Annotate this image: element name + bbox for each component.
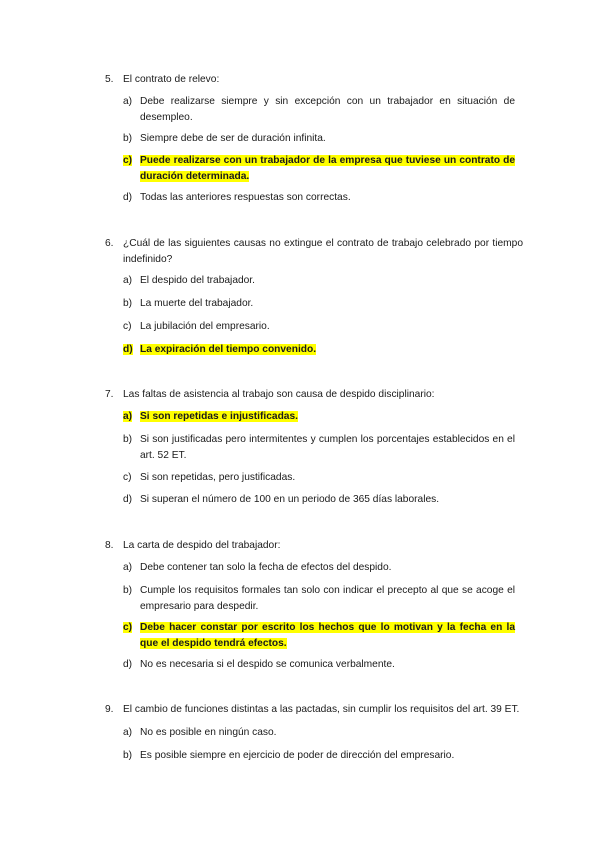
question-number: 5.	[105, 74, 114, 85]
option-text: Puede realizarse con un trabajador de la empresa que tuviese un contrato de duración determinada.	[140, 155, 515, 182]
option-letter: a)	[123, 411, 133, 422]
option-letter: d)	[123, 494, 133, 505]
option-letter: b)	[123, 298, 133, 309]
option-letter: a)	[123, 96, 133, 107]
option-letter: b)	[123, 750, 133, 761]
option-letter: d)	[123, 192, 133, 203]
question-text: El cambio de funciones distintas a las pactadas, sin cumplir los requisitos del art. 39 ET.	[123, 704, 520, 715]
option-text: Cumple los requisitos formales tan solo con indicar el precepto al que se acoge el empresario para despedir.	[140, 585, 515, 612]
option-letter: d)	[123, 659, 133, 670]
option-text: La expiración del tiempo convenido.	[140, 344, 317, 355]
option-letter: a)	[123, 562, 133, 573]
option-text: Es posible siempre en ejercicio de poder de dirección del empresario.	[140, 750, 455, 761]
option-letter: d)	[123, 344, 133, 355]
option-letter: a)	[123, 727, 133, 738]
option-letter: c)	[123, 472, 132, 483]
option-text: Debe contener tan solo la fecha de efectos del despido.	[140, 562, 392, 573]
question-number: 7.	[105, 389, 114, 400]
option-text: La jubilación del empresario.	[140, 321, 270, 332]
option-letter: b)	[123, 133, 133, 144]
option-text: No es necesaria si el despido se comunica verbalmente.	[140, 659, 395, 670]
option-text: No es posible en ningún caso.	[140, 727, 277, 738]
option-letter: c)	[123, 622, 133, 633]
question-number: 6.	[105, 238, 114, 249]
option-letter: b)	[123, 585, 133, 596]
option-letter: c)	[123, 321, 132, 332]
option-letter: b)	[123, 434, 133, 445]
option-text: Debe hacer constar por escrito los hechos que lo motivan y la fecha en la que el despido tendrá efectos.	[140, 622, 515, 649]
option-letter: c)	[123, 155, 133, 166]
option-text: Debe realizarse siempre y sin excepción con un trabajador en situación de desempleo.	[140, 96, 515, 123]
option-text: Si superan el número de 100 en un periodo de 365 días laborales.	[140, 494, 440, 505]
question-number: 9.	[105, 704, 114, 715]
question-text: ¿Cuál de las siguientes causas no extingue el contrato de trabajo celebrado por tiempo indefinido?	[123, 238, 523, 265]
option-text: Si son repetidas e injustificadas.	[140, 411, 298, 422]
question-number: 8.	[105, 540, 114, 551]
option-text: Si son repetidas, pero justificadas.	[140, 472, 296, 483]
question-text: La carta de despido del trabajador:	[123, 540, 281, 551]
option-text: Siempre debe de ser de duración infinita.	[140, 133, 326, 144]
option-text: La muerte del trabajador.	[140, 298, 254, 309]
question-text: El contrato de relevo:	[123, 74, 220, 85]
option-letter: a)	[123, 275, 133, 286]
option-text: El despido del trabajador.	[140, 275, 255, 286]
question-text: Las faltas de asistencia al trabajo son causa de despido disciplinario:	[123, 389, 435, 400]
option-text: Todas las anteriores respuestas son correctas.	[140, 192, 351, 203]
option-text: Si son justificadas pero intermitentes y cumplen los porcentajes establecidos en el art. 52 ET.	[140, 434, 515, 461]
